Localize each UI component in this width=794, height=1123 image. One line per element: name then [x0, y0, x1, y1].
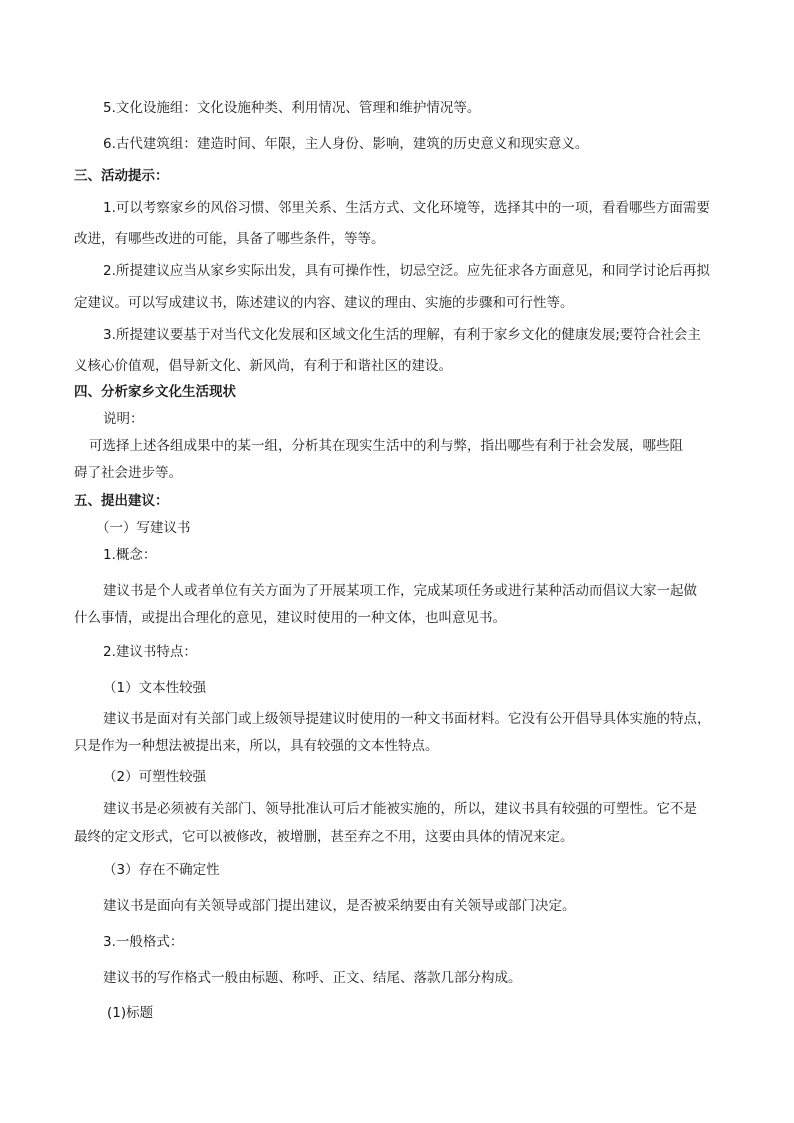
feature-1-line-2: 只是作为一种想法被提出来，所以，具有较强的文本性特点。	[74, 738, 439, 754]
item-cultural-facilities-group: 5.文化设施组：文化设施种类、利用情况、管理和维护情况等。	[103, 100, 481, 116]
format-title-item: (1)标题	[107, 1005, 154, 1021]
concept-line-2: 什么事情，或提出合理化的意见，建议时使用的一种文体，也叫意见书。	[74, 610, 506, 626]
feature-2-title: （2）可塑性较强	[103, 769, 207, 785]
tip-3-line-2: 义核心价值观，倡导新文化、新风尚，有利于和谐社区的建设。	[74, 358, 452, 374]
format-label: 3.一般格式：	[103, 934, 184, 950]
tip-2-line-2: 定建议。可以写成建议书，陈述建议的内容、建议的理由、实施的步骤和可行性等。	[74, 295, 574, 311]
tip-1-line-1: 1.可以考察家乡的风俗习惯、邻里关系、生活方式、文化环境等，选择其中的一项，看看哪些方面需要	[103, 200, 710, 216]
feature-3-line-1: 建议书是面向有关领导或部门提出建议，是否被采纳要由有关领导或部门决定。	[103, 898, 576, 914]
feature-1-title: （1）文本性较强	[103, 680, 207, 696]
features-label: 2.建议书特点：	[103, 644, 197, 660]
item-ancient-architecture-group: 6.古代建筑组：建造时间、年限，主人身份、影响，建筑的历史意义和现实意义。	[103, 136, 589, 152]
concept-label: 1.概念：	[103, 547, 157, 563]
feature-1-line-1: 建议书是面对有关部门或上级领导提建议时使用的一种文书面材料。它没有公开倡导具体实施的特点，	[103, 711, 711, 727]
note-label: 说明：	[103, 411, 144, 427]
heading-activity-tips: 三、活动提示：	[74, 168, 169, 184]
note-line-2: 碍了社会进步等。	[74, 465, 182, 481]
heading-analyze-status: 四、分析家乡文化生活现状	[74, 384, 236, 400]
feature-2-line-1: 建议书是必须被有关部门、领导批准认可后才能被实施的，所以，建议书具有较强的可塑性。它不是	[103, 801, 697, 817]
format-line-1: 建议书的写作格式一般由标题、称呼、正文、结尾、落款几部分构成。	[103, 970, 522, 986]
tip-1-line-2: 改进，有哪些改进的可能，具备了哪些条件，等等。	[74, 231, 385, 247]
subheading-write-proposal: （一）写建议书	[96, 520, 191, 536]
tip-2-line-1: 2.所提建议应当从家乡实际出发，具有可操作性，切忌空泛。应先征求各方面意见，和同学讨论后再拟	[103, 263, 710, 279]
tip-3-line-1: 3.所提建议要基于对当代文化发展和区域文化生活的理解，有利于家乡文化的健康发展;要符合社会主	[103, 327, 701, 343]
note-line-1: 可选择上述各组成果中的某一组，分析其在现实生活中的利与弊，指出哪些有利于社会发展，哪些阻	[89, 438, 683, 454]
heading-propose: 五、提出建议：	[74, 493, 169, 509]
feature-2-line-2: 最终的定文形式，它可以被修改，被增删，甚至弃之不用，这要由具体的情况来定。	[74, 829, 574, 845]
concept-line-1: 建议书是个人或者单位有关方面为了开展某项工作，完成某项任务或进行某种活动而倡议大家一起做	[103, 583, 697, 599]
feature-3-title: （3）存在不确定性	[103, 862, 220, 878]
